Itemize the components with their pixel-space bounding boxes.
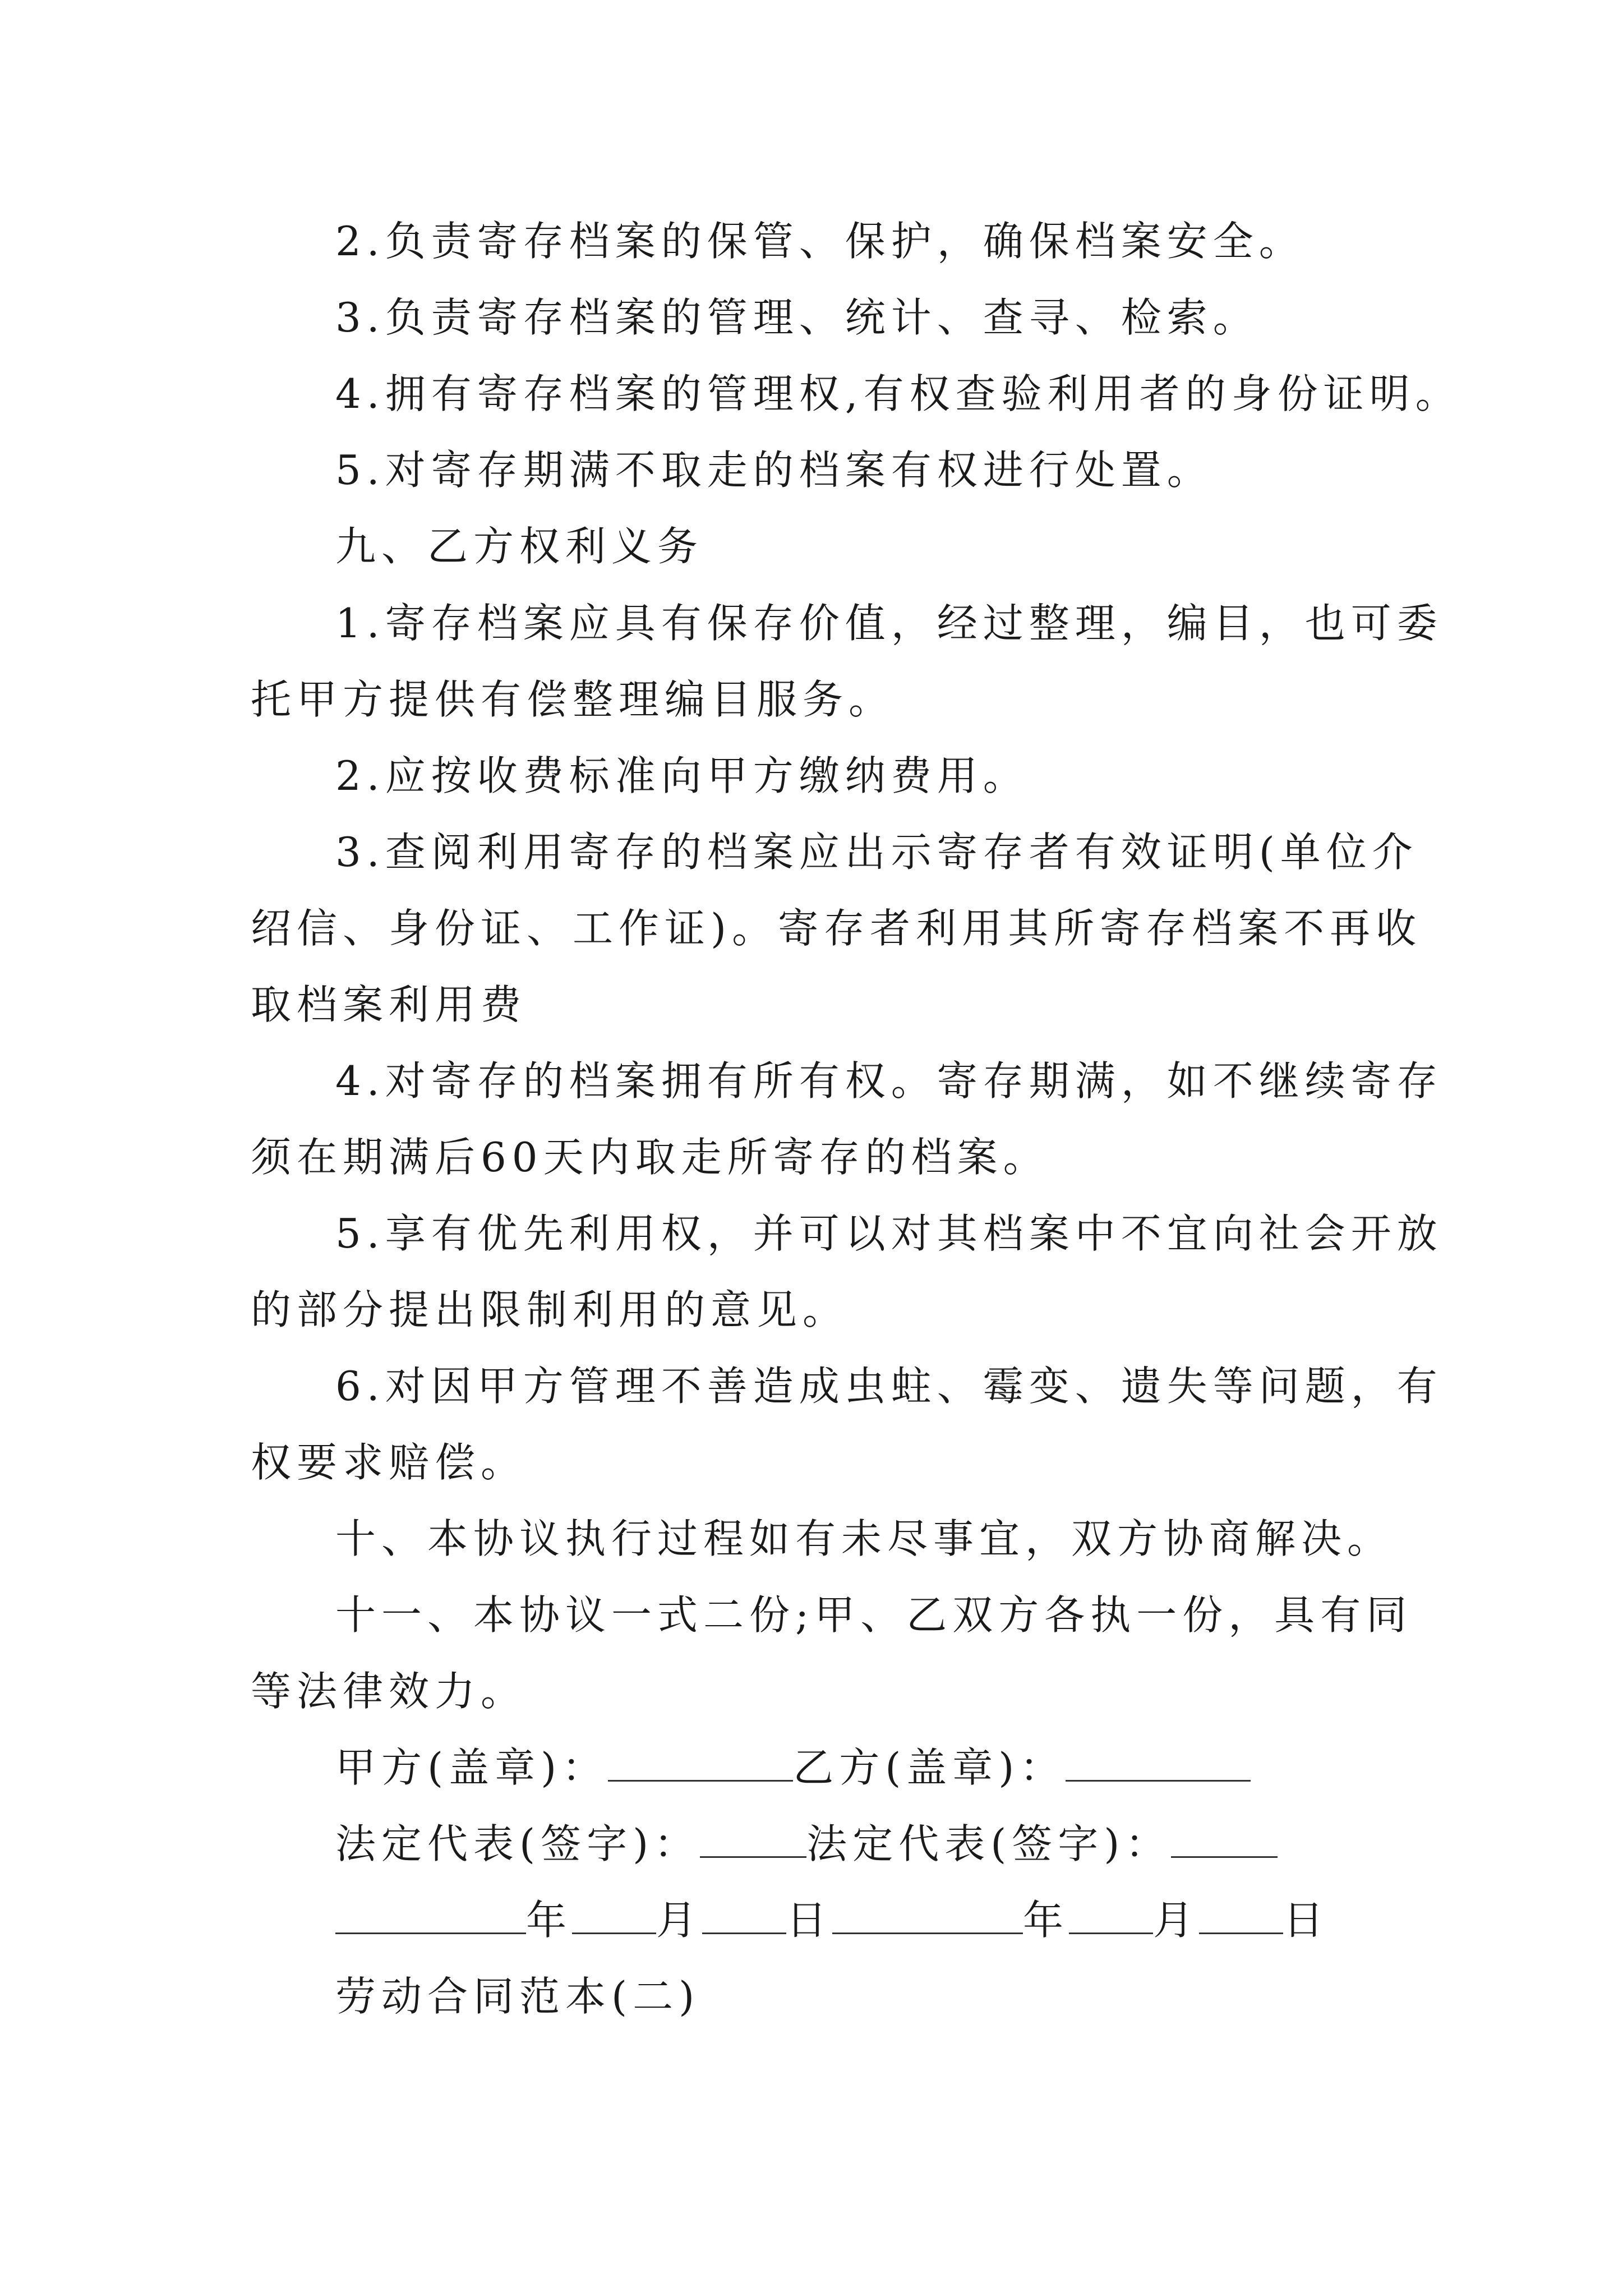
year-a-label: 年 (526, 1897, 573, 1944)
day-a-blank (702, 1899, 786, 1934)
month-b-blank (1069, 1899, 1153, 1934)
paragraph-line: 5.对寄存期满不取走的档案有权进行处置。 (335, 447, 1213, 494)
paragraph-line: 2.负责寄存档案的保管、保护，确保档案安全。 (335, 218, 1305, 265)
legal-rep-a-label: 法定代表(签字)： (335, 1820, 700, 1867)
legal-rep-line (335, 1816, 1278, 1872)
paragraph-line: 4.拥有寄存档案的管理权,有权查验利用者的身份证明。 (335, 370, 1461, 417)
paragraph-line: 2.应按收费标准向甲方缴纳费用。 (335, 752, 1029, 799)
year-b-blank (832, 1899, 1023, 1934)
next-document-title: 劳动合同范本(二) (335, 1973, 700, 2020)
paragraph-line: 绍信、身份证、工作证)。寄存者利用其所寄存档案不再收 (251, 905, 1422, 952)
seal-line (335, 1740, 1251, 1796)
paragraph-line: 6.对因甲方管理不善造成虫蛀、霉变、遗失等问题，有 (335, 1363, 1443, 1410)
legal-rep-b-blank (1171, 1823, 1278, 1858)
party-b-seal-label: 乙方(盖章)： (793, 1744, 1066, 1791)
party-a-seal-blank (608, 1746, 793, 1782)
paragraph-line: 5.享有优先利用权，并可以对其档案中不宜向社会开放 (335, 1210, 1443, 1257)
paragraph-line: 的部分提出限制利用的意见。 (251, 1286, 849, 1333)
paragraph-line: 4.对寄存的档案拥有所有权。寄存期满，如不继续寄存 (335, 1057, 1443, 1105)
paragraph-line: 托甲方提供有偿整理编目服务。 (251, 676, 895, 723)
section-heading: 十一、本协议一式二份;甲、乙双方各执一份，具有同 (335, 1591, 1413, 1639)
month-b-label: 月 (1153, 1897, 1200, 1944)
paragraph-line: 3.查阅利用寄存的档案应出示寄存者有效证明(单位介 (335, 829, 1418, 876)
paragraph-line: 3.负责寄存档案的管理、统计、查寻、检索。 (335, 294, 1259, 341)
party-a-seal-label: 甲方(盖章)： (335, 1744, 608, 1791)
section-heading: 九、乙方权利义务 (335, 523, 704, 570)
year-b-label: 年 (1023, 1897, 1069, 1944)
legal-rep-a-blank (700, 1823, 806, 1858)
paragraph-line: 取档案利用费 (251, 981, 527, 1028)
party-b-seal-blank (1066, 1746, 1251, 1782)
year-a-blank (335, 1899, 526, 1934)
paragraph-line: 1.寄存档案应具有保存价值，经过整理，编目，也可委 (335, 600, 1443, 647)
paragraph-line: 须在期满后60天内取走所寄存的档案。 (251, 1134, 1049, 1181)
day-b-label: 日 (1283, 1897, 1330, 1944)
day-a-label: 日 (786, 1897, 833, 1944)
date-line (335, 1892, 1329, 1948)
legal-rep-b-label: 法定代表(签字)： (806, 1820, 1172, 1867)
section-heading: 十、本协议执行过程如有未尽事宜，双方协商解决。 (335, 1515, 1394, 1562)
month-a-label: 月 (656, 1897, 703, 1944)
day-b-blank (1199, 1899, 1283, 1934)
month-a-blank (572, 1899, 656, 1934)
paragraph-line: 权要求赔偿。 (251, 1439, 527, 1486)
paragraph-line: 等法律效力。 (251, 1668, 527, 1715)
